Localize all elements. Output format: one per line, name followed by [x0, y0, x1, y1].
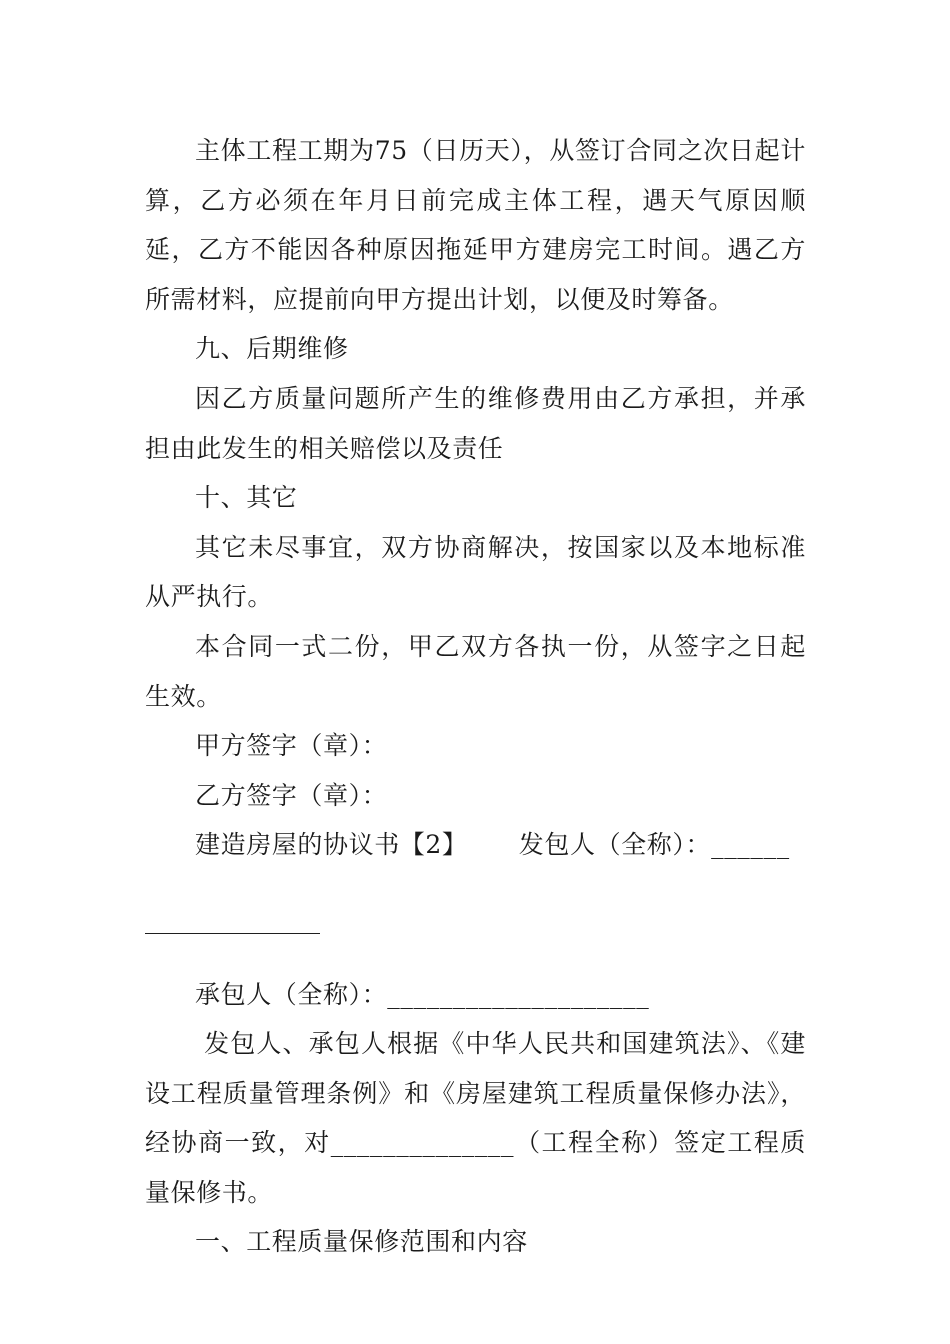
- party-a-signature-line: 甲方签字（章）：: [195, 731, 388, 761]
- contract-copies-paragraph: 本合同一式二份，甲乙双方各执一份，从签字之日起生效。: [145, 631, 806, 711]
- section-ten-heading: 十、其它: [195, 483, 298, 513]
- other-matters-paragraph: 其它未尽事宜，双方协商解决，按国家以及本地标准从严执行。: [145, 532, 806, 612]
- maintenance-paragraph: 因乙方质量问题所产生的维修费用由乙方承担，并承担由此发生的相关赔偿以及责任: [145, 383, 806, 463]
- contractor-name-line: 承包人（全称）：____________________: [195, 979, 650, 1009]
- section-one-heading: 一、工程质量保修范围和内容: [195, 1227, 528, 1257]
- section-nine-heading: 九、后期维修: [195, 334, 349, 364]
- legal-basis-paragraph: 发包人、承包人根据《中华人民共和国建筑法》、《建设工程质量管理条例》和《房屋建筑工程质量保修办法》，经协商一致，对______________（工程全称）签定工程质量保修书。: [145, 1029, 806, 1207]
- agreement-two-title-line: 建造房屋的协议书【2】 发包人（全称）：______: [195, 830, 790, 860]
- construction-period-paragraph: 主体工程工期为75（日历天），从签订合同之次日起计算，乙方必须在年月日前完成主体工程，遇天气原因顺延，乙方不能因各种原因拖延甲方建房完工时间。遇乙方所需材料，应提前向甲方提出计划，以便及时筹备。: [145, 136, 806, 314]
- employer-name-blank-continuation: ______________: [145, 904, 320, 934]
- party-b-signature-line: 乙方签字（章）：: [195, 780, 388, 810]
